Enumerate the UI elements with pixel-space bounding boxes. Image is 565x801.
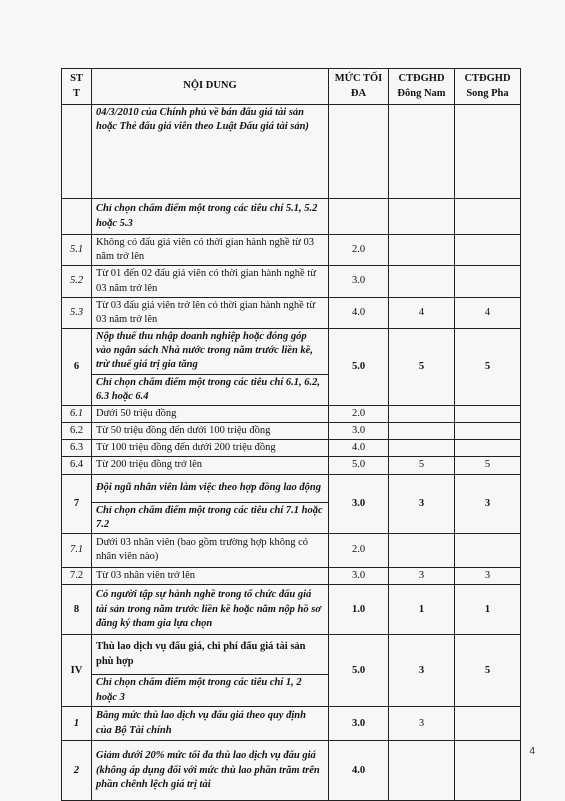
table-row: Chỉ chọn chấm điểm một trong các tiêu chí 1, 2 hoặc 3	[62, 675, 521, 707]
table-header-row	[62, 69, 521, 105]
table-row: 8 Có người tập sự hành nghề trong tổ chức đấu giá tài sản trong năm trước liền kề hoặc năm nộp hồ sơ đăng ký tham gia lựa chọn 1.0 1 1	[62, 585, 521, 635]
table-row: 6 Nộp thuế thu nhập doanh nghiệp hoặc đóng góp vào ngân sách Nhà nước trong năm trước liền kề, trừ thuế giá trị gia tăng 5.0 5 5	[62, 329, 521, 375]
table-row: Chỉ chọn chấm điểm một trong các tiêu chí 6.1, 6.2, 6.3 hoặc 6.4	[62, 374, 521, 405]
header-muc-toi-da: MỨC TỐI ĐA	[329, 69, 389, 105]
table-row: 2 Giảm dưới 20% mức tối đa thù lao dịch vụ đấu giá (không áp dụng đối với mức thù lao phần trăm trên phần chênh lệch giá trị tài 4.0	[62, 741, 521, 801]
table-row: Chỉ chọn chấm điểm một trong các tiêu chí 7.1 hoặc 7.2	[62, 502, 521, 533]
table-row: 7.1 Dưới 03 nhân viên (bao gồm trường hợp không có nhân viên nào) 2.0	[62, 533, 521, 567]
table-row: Chỉ chọn chấm điểm một trong các tiêu chí 5.1, 5.2 hoặc 5.3	[62, 199, 521, 235]
header-noi-dung: NỘI DUNG	[92, 69, 329, 105]
table-row: 5.2 Từ 01 đến 02 đấu giá viên có thời gian hành nghề từ 03 năm trở lên 3.0	[62, 266, 521, 297]
table-row: 6.2 Từ 50 triệu đồng đến dưới 100 triệu đồng 3.0	[62, 423, 521, 440]
table-row: 6.3 Từ 100 triệu đồng đến dưới 200 triệu đồng 4.0	[62, 440, 521, 457]
table-row: 1 Bằng mức thù lao dịch vụ đấu giá theo quy định của Bộ Tài chính 3.0 3	[62, 707, 521, 741]
header-stt: ST T	[62, 69, 92, 105]
header-song-pha: CTĐGHD Song Pha	[455, 69, 521, 105]
table-row: 6.1 Dưới 50 triệu đồng 2.0	[62, 405, 521, 422]
table-row: 5.1 Không có đấu giá viên có thời gian hành nghề từ 03 năm trở lên 2.0	[62, 235, 521, 266]
table-row: 7 Đội ngũ nhân viên làm việc theo hợp đồng lao động 3.0 3 3	[62, 474, 521, 502]
page-number: 4	[529, 746, 535, 757]
header-dong-nam: CTĐGHD Đông Nam	[389, 69, 455, 105]
table-row: 7.2 Từ 03 nhân viên trở lên 3.0 3 3	[62, 567, 521, 584]
table-row: IV Thù lao dịch vụ đấu giá, chi phí đấu giá tài sản phù hợp 5.0 3 5	[62, 635, 521, 675]
table-row: 6.4 Từ 200 triệu đồng trở lên 5.0 5 5	[62, 457, 521, 474]
table-row: 5.3 Từ 03 đấu giá viên trở lên có thời gian hành nghề từ 03 năm trở lên 4.0 4 4	[62, 297, 521, 328]
scoring-table	[61, 68, 521, 801]
table-row: 04/3/2010 của Chính phủ về bán đấu giá tài sản hoặc Thẻ đấu giá viên theo Luật Đấu giá tài sản)	[62, 105, 521, 199]
